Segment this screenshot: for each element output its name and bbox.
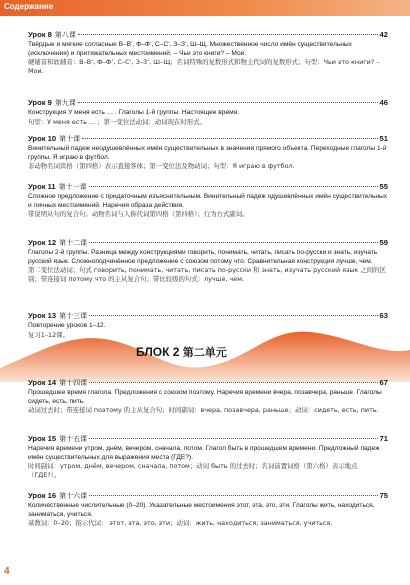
lesson-title-cn: 第十课	[59, 135, 81, 143]
lesson-page: 71	[379, 434, 388, 443]
lesson-title-cn: 第十六课	[59, 492, 88, 500]
leader-dots	[78, 34, 378, 35]
lesson-title: Урок 14	[28, 378, 57, 387]
lesson-heading	[28, 491, 388, 501]
lesson-description-cn: 带说明从句的复合句；动物名词与人称代词第四格（第四格）；行为方式副词。	[28, 210, 249, 219]
leader-dots	[78, 102, 378, 103]
lesson-page: 67	[379, 378, 388, 387]
lesson-title: Урок 9	[28, 98, 52, 107]
lesson-title: Урок 8	[28, 30, 52, 39]
lesson-description: Глаголы 2-й группы. Разница между конструкциями говорить, понимать, читать, писать по-русски и знать, изучать русский язык. Сложноподчинённое предложение с союзом потому что. Сравнительная конструкция лучше, чем.	[28, 249, 378, 265]
lesson-title-cn: 第十三课	[59, 312, 88, 320]
lesson-entry[interactable]	[28, 238, 388, 283]
lesson-page: 59	[379, 238, 388, 247]
lesson-page: 46	[379, 98, 388, 107]
lesson-description: Твёрдые и мягкие согласные В–В’, Ф–Ф’, С–С’, З–З’, Ш–Щ. Множественное число имён существительных (исключения) и притяжательных местоимений. – Чьи это книги? – Мои.	[28, 41, 352, 57]
lesson-heading	[28, 182, 388, 192]
lesson-title: Урок 11	[28, 182, 56, 191]
lesson-title: Урок 10	[28, 134, 57, 143]
lesson-title-cn: 第十二课	[59, 239, 88, 247]
lesson-description-cn: 第二变位法动词；句式 говорить, понимать, читать, писать по-русски 和 знать, изучать русский язык 之间的区别；带连接词 потому что 的主从复合句；带比较级的句式：лучше, чем.	[28, 266, 386, 283]
block-label-cn: 第二单元	[182, 346, 227, 359]
lesson-description-cn: 时间副词：утром, днём, вечером, сначала, потом；动词 быть 的过去时；名词前置词格（第六格）表示地点（ГДЕ?）。	[28, 462, 358, 479]
lesson-entry[interactable]	[28, 434, 388, 479]
lesson-page: 63	[379, 311, 388, 320]
lesson-description: Конструкция У меня есть … . Глаголы 1-й группы. Настоящее время.	[28, 109, 240, 116]
lesson-title-cn: 第十一课	[58, 183, 87, 191]
block-label	[136, 344, 227, 360]
leader-dots	[89, 186, 378, 187]
lesson-page: 75	[379, 491, 388, 500]
lesson-description: Наречия времени утром, днём, вечером, сначала, потом. Глагол быть в прошедшем времени. Предложный падеж имён существительных для выражения места (ГДЕ?).	[28, 445, 380, 461]
leader-dots	[89, 495, 377, 496]
lesson-description-cn: 基数词：0–20；指示代词： этот, эта, это, эти；动词：жить, находиться, заниматься, учиться.	[28, 519, 333, 528]
lesson-description-cn: 句型：У меня есть … ；第一变位法动词；动词现在时形式。	[28, 117, 206, 126]
lesson-description: Прошедшее время глагола. Предложения с союзом поэтому. Наречия времени вчера, позавчера, раньше. Глаголы сидеть, есть, пить.	[28, 389, 382, 405]
lesson-heading	[28, 434, 388, 444]
header-title: Содержание	[4, 2, 54, 11]
lesson-title: Урок 15	[28, 434, 57, 443]
lesson-title: Урок 13	[28, 311, 57, 320]
lesson-description: Повторение уроков 1–12.	[28, 322, 106, 329]
lesson-heading	[28, 238, 388, 248]
lesson-description: Сложное предложение с придаточным изъяснительным. Винительный падеж одушевлённых имён существительных и личных местоимений. Наречия образа действия.	[28, 193, 388, 209]
lesson-title-cn: 第十五课	[59, 435, 88, 443]
lesson-entry[interactable]	[28, 134, 388, 171]
lesson-description-cn: 非动物名词宾格（第四格）表示直接客体；第一变位法及物动词；句型：Я играю в футбол.	[28, 162, 295, 171]
lesson-entry[interactable]	[28, 98, 388, 126]
lesson-entry[interactable]	[28, 378, 388, 415]
lesson-entry[interactable]	[28, 182, 388, 219]
lesson-heading	[28, 98, 388, 108]
lesson-description-cn: 硬辅音和软辅音：В–В’, Ф–Ф’, С–С’, З–З’, Ш–Щ；名词特殊的复数形式和物主代词的复数形式；句型：Чьи это книги? – Мои.	[28, 58, 380, 75]
lesson-description: Винительный падеж неодушевлённых имён существительных в значении прямого объекта. Переходные глаголы 1-й группы. Я играю в футбол.	[28, 145, 387, 161]
leader-dots	[89, 438, 377, 439]
lesson-title-cn: 第八课	[54, 31, 76, 39]
lesson-heading	[28, 311, 388, 321]
lesson-description-cn: 复习1–12课。	[28, 330, 69, 339]
block-label-ru: БЛОК 2	[136, 345, 180, 359]
leader-dots	[89, 382, 377, 383]
lesson-entry[interactable]	[28, 30, 388, 75]
lesson-entry[interactable]	[28, 491, 388, 528]
lesson-title: Урок 12	[28, 238, 57, 247]
lesson-description-cn: 动词过去时；带连接词 поэтому 的主从复合句；时间副词：вчера, позавчера, раньше；动词：сидеть, есть, пить.	[28, 406, 379, 415]
lesson-title-cn: 第九课	[54, 99, 76, 107]
lesson-title: Урок 16	[28, 491, 57, 500]
lesson-heading	[28, 378, 388, 388]
lesson-heading	[28, 30, 388, 40]
lesson-page: 55	[379, 182, 388, 191]
page-number: 4	[4, 566, 10, 577]
leader-dots	[82, 138, 377, 139]
lesson-title-cn: 第十四课	[59, 379, 88, 387]
header-bar	[0, 0, 410, 16]
lesson-description: Количественные числительные (0–20). Указательные местоимения этот, эта, это, эти. Глаголы жить, находиться, заниматься, учиться.	[28, 502, 375, 518]
lesson-heading	[28, 134, 388, 144]
lesson-page: 51	[379, 134, 388, 143]
leader-dots	[89, 242, 377, 243]
lesson-page: 42	[379, 30, 388, 39]
leader-dots	[89, 315, 377, 316]
